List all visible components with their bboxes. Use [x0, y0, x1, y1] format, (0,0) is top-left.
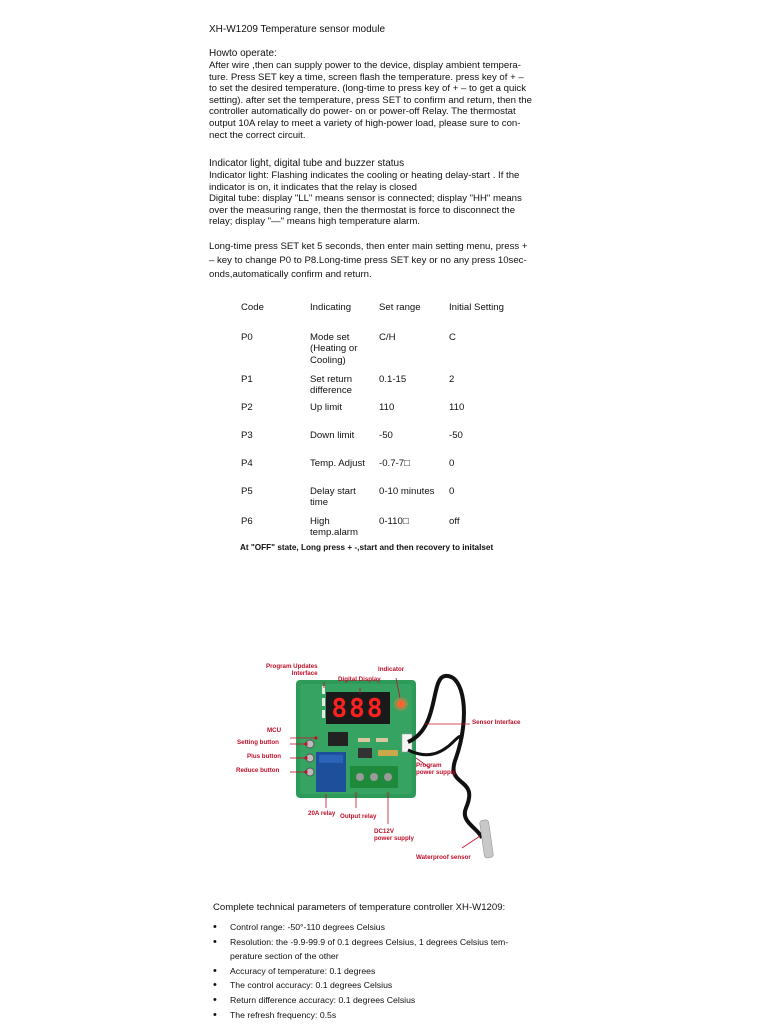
sensor-cable — [408, 676, 482, 838]
tech-params-title: Complete technical parameters of temperature controller XH-W1209: — [213, 902, 506, 913]
table-cell: off — [449, 516, 460, 527]
waterproof-probe — [479, 819, 493, 858]
table-header-cell: Indicating — [310, 302, 352, 313]
diagram-label-program-updates: Program Updates Interface — [266, 663, 318, 678]
table-header-cell: Initial Setting — [449, 302, 504, 313]
table-header-cell: Code — [241, 302, 264, 313]
table-cell: 0 — [449, 458, 455, 469]
table-cell: P2 — [241, 402, 253, 413]
document-title: XH-W1209 Temperature sensor module — [209, 24, 386, 35]
diagram-label-reduce-button: Reduce button — [236, 767, 280, 774]
table-cell: P3 — [241, 430, 253, 441]
diagram-label-digital-display: Digital Display — [338, 676, 381, 683]
howto-body: After wire ,then can supply power to the device, display ambient tempera- ture. Press SET key a time, screen flash the temperature. press key of + – to set the desired temperature. (long-time to press key of + – to get a quick setting). after set the temperature, press SET to confirm and return, then the controller automatically do power- on or power-off Relay. The thermostat output 10A relay to meet a variety of high-power load, please sure to con- nect the correct circuit. — [209, 60, 532, 141]
diagram-label-sensor-interface: Sensor Interface — [472, 719, 521, 726]
diagram-label-program-power: Program power supply — [416, 762, 456, 777]
table-cell: P1 — [241, 374, 253, 385]
longpress-body: Long-time press SET ket 5 seconds, then enter main setting menu, press + – key to change P0 to P8.Long-time press SET key or no any press 10sec- onds,automatically confirm and return. — [209, 241, 528, 280]
mcu-chip — [328, 732, 348, 746]
table-cell: Set return difference — [310, 374, 353, 397]
reset-note: At "OFF" state, Long press + -,start and then recovery to initalset — [240, 543, 494, 552]
table-cell: 110 — [449, 402, 465, 413]
board-diagram — [230, 658, 530, 866]
table-cell: P4 — [241, 458, 253, 469]
table-cell: Temp. Adjust — [310, 458, 365, 469]
table-cell: C/H — [379, 332, 396, 343]
diagram-label-relay: 20A relay — [308, 810, 336, 817]
parameter-table — [241, 302, 571, 542]
table-cell: C — [449, 332, 456, 343]
diagram-label-setting-button: Setting button — [237, 739, 279, 746]
diagram-label-indicator: Indicator — [378, 666, 405, 673]
table-cell: 2 — [449, 374, 455, 385]
table-cell: Mode set (Heating or Cooling) — [310, 332, 358, 366]
display-digits: 888 — [331, 694, 385, 724]
tech-params-list — [213, 920, 553, 1022]
table-cell: -50 — [379, 430, 393, 441]
table-cell: Delay start time — [310, 486, 356, 509]
table-cell: 110 — [379, 402, 395, 413]
table-cell: 0-10 minutes — [379, 486, 435, 497]
diagram-label-dc12v: DC12V power supply — [374, 828, 414, 843]
table-cell: P0 — [241, 332, 253, 343]
table-header-cell: Set range — [379, 302, 421, 313]
table-cell: P6 — [241, 516, 253, 527]
diagram-label-plus-button: Plus button — [247, 753, 282, 760]
table-cell: -50 — [449, 430, 463, 441]
list-item: • Return difference accuracy: 0.1 degrees Celsius — [213, 993, 553, 1008]
list-item: • Resolution: the -9.9-99.9 of 0.1 degrees Celsius, 1 degrees Celsius tem- perature section of the other — [213, 935, 553, 964]
indicator-body: Indicator light: Flashing indicates the cooling or heating delay-start . If the indicator is on, it indicates that the relay is closed Digital tube: display "LL" means sensor is connected; display "HH" means over the measuring range, then the thermostat is force to disconnect the relay; display "—" means high temperature alarm. — [209, 170, 522, 228]
list-item: • The control accuracy: 0.1 degrees Celsius — [213, 978, 553, 993]
diagram-label-mcu: MCU — [267, 727, 282, 734]
table-cell: Down limit — [310, 430, 355, 441]
diagram-label-output-relay: Output relay — [340, 813, 377, 820]
table-cell: -0.7-7□ — [379, 458, 410, 469]
table-cell: P5 — [241, 486, 253, 497]
indicator-heading: Indicator light, digital tube and buzzer status — [209, 158, 405, 169]
howto-heading: Howto operate: — [209, 48, 277, 59]
diagram-label-waterproof: Waterproof sensor — [416, 854, 471, 861]
table-cell: Up limit — [310, 402, 342, 413]
table-cell: 0 — [449, 486, 455, 497]
table-cell: 0.1-15 — [379, 374, 407, 385]
table-cell: 0-110□ — [379, 516, 409, 527]
list-item: • Control range: -50°-110 degrees Celsius — [213, 920, 553, 935]
table-cell: High temp.alarm — [310, 516, 358, 539]
list-item: • The refresh frequency: 0.5s — [213, 1008, 553, 1023]
list-item: • Accuracy of temperature: 0.1 degrees — [213, 964, 553, 979]
